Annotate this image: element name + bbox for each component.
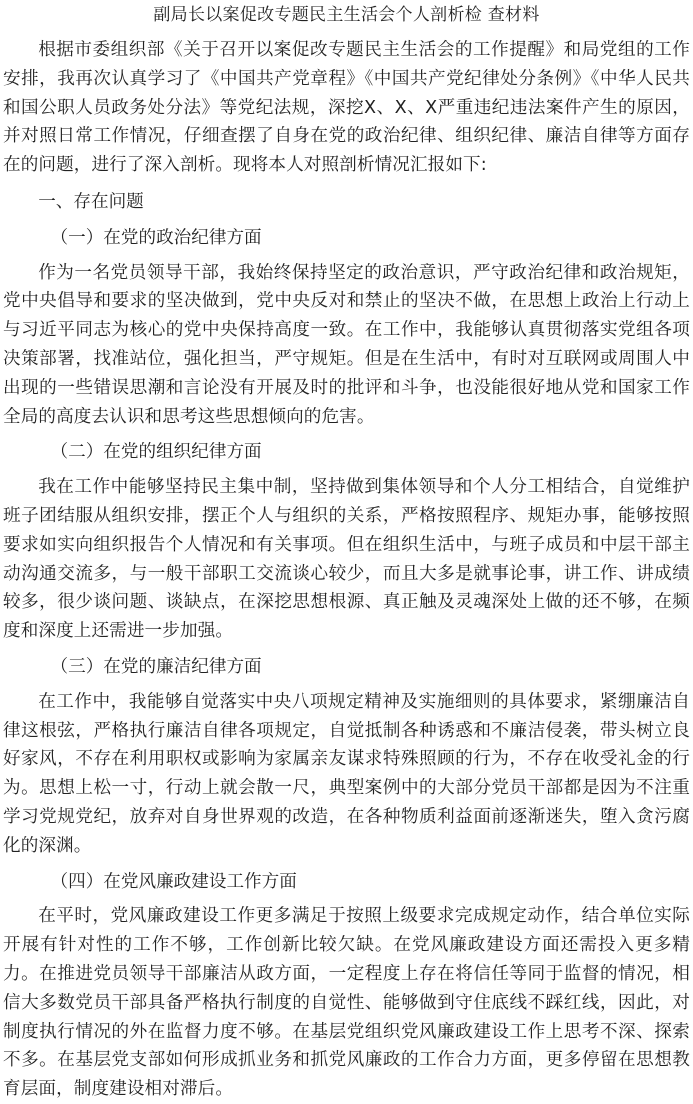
section-heading-problems: 一、存在问题 xyxy=(38,191,144,212)
subsection-heading-clean-governance: （四）在党风廉政建设工作方面 xyxy=(50,871,297,892)
subsection-heading-organizational-discipline: （二）在党的组织纪律方面 xyxy=(50,442,262,463)
subsection-heading-integrity-discipline: （三）在党的廉洁纪律方面 xyxy=(50,656,262,677)
paragraph-clean-governance: 在平时，党风廉政建设工作更多满足于按照上级要求完成规定动作，结合单位实际开展有针对性的工作不够，工作创新比较欠缺。在党风廉政建设方面还需投入更多精力。在推进党员领导干部廉洁从政方面，一定程度上存在将信任等同于监督的情况，相信大多数党员干部具备严格执行制度的自觉性、能够做到守住底线不踩红线，因此，对制度执行情况的外在监督力度不够。在基层党组织党风廉政建设工作上思考不深、探索不多。在基层党支部如何形成抓业务和抓党风廉政的工作合力方面，更多停留在思想教育层面，制度建设相对滞后。 xyxy=(3,906,690,1100)
intro-paragraph: 根据市委组织部《关于召开以案促改专题民主生活会的工作提醒》和局党组的工作安排，我再次认真学习了《中国共产党章程》《中国共产党纪律处分条例》《中华人民共和国公职人员政务处分法》等党纪法规，深挖X、X、X严重违纪违法案件产生的原因，并对照日常工作情况，仔细查摆了自身在党的政治纪律、组织纪律、廉洁自律等方面存在的问题，进行了深入剖析。现将本人对照剖析情况汇报如下: xyxy=(3,40,690,176)
subsection-heading-political-discipline: （一）在党的政治纪律方面 xyxy=(50,227,262,248)
paragraph-political-discipline: 作为一名党员领导干部，我始终保持坚定的政治意识，严守政治纪律和政治规矩，党中央倡导和要求的坚决做到，党中央反对和禁止的坚决不做，在思想上政治上行动上与习近平同志为核心的党中央保持高度一致。在工作中，我能够认真贯彻落实党组各项决策部署，找准站位，强化担当，严守规矩。但是在生活中，有时对互联网或周围人中出现的一些错误思潮和言论没有开展及时的批评和斗争，也没能很好地从党和国家工作全局的高度去认识和思考这些思想倾向的危害。 xyxy=(3,262,690,427)
paragraph-organizational-discipline: 我在工作中能够坚持民主集中制，坚持做到集体领导和个人分工相结合，自觉维护班子团结服从组织安排，摆正个人与组织的关系，严格按照程序、规矩办事，能够按照要求如实向组织报告个人情况和有关事项。但在组织生活中，与班子成员和中层干部主动沟通交流多，与一般干部职工交流谈心较少，而且大多是就事论事，讲工作、讲成绩较多，很少谈问题、谈缺点，在深挖思想根源、真正触及灵魂深处上做的还不够，在频度和深度上还需进一步加强。 xyxy=(3,477,690,642)
document-title: 副局长以案促改专题民主生活会个人剖析检 查材料 xyxy=(153,5,540,25)
paragraph-integrity-discipline: 在工作中，我能够自觉落实中央八项规定精神及实施细则的具体要求，紧绷廉洁自律这根弦，严格执行廉洁自律各项规定，自觉抵制各种诱惑和不廉洁侵袭，带头树立良好家风，不存在利用职权或影响为家属亲友谋求特殊照顾的行为，不存在收受礼金的行为。思想上松一寸，行动上就会散一尺，典型案例中的大部分党员干部都是因为不注重学习党规党纪，放弃对自身世界观的改造，在各种物质利益面前逐渐迷失，堕入贪污腐化的深渊。 xyxy=(3,691,690,856)
